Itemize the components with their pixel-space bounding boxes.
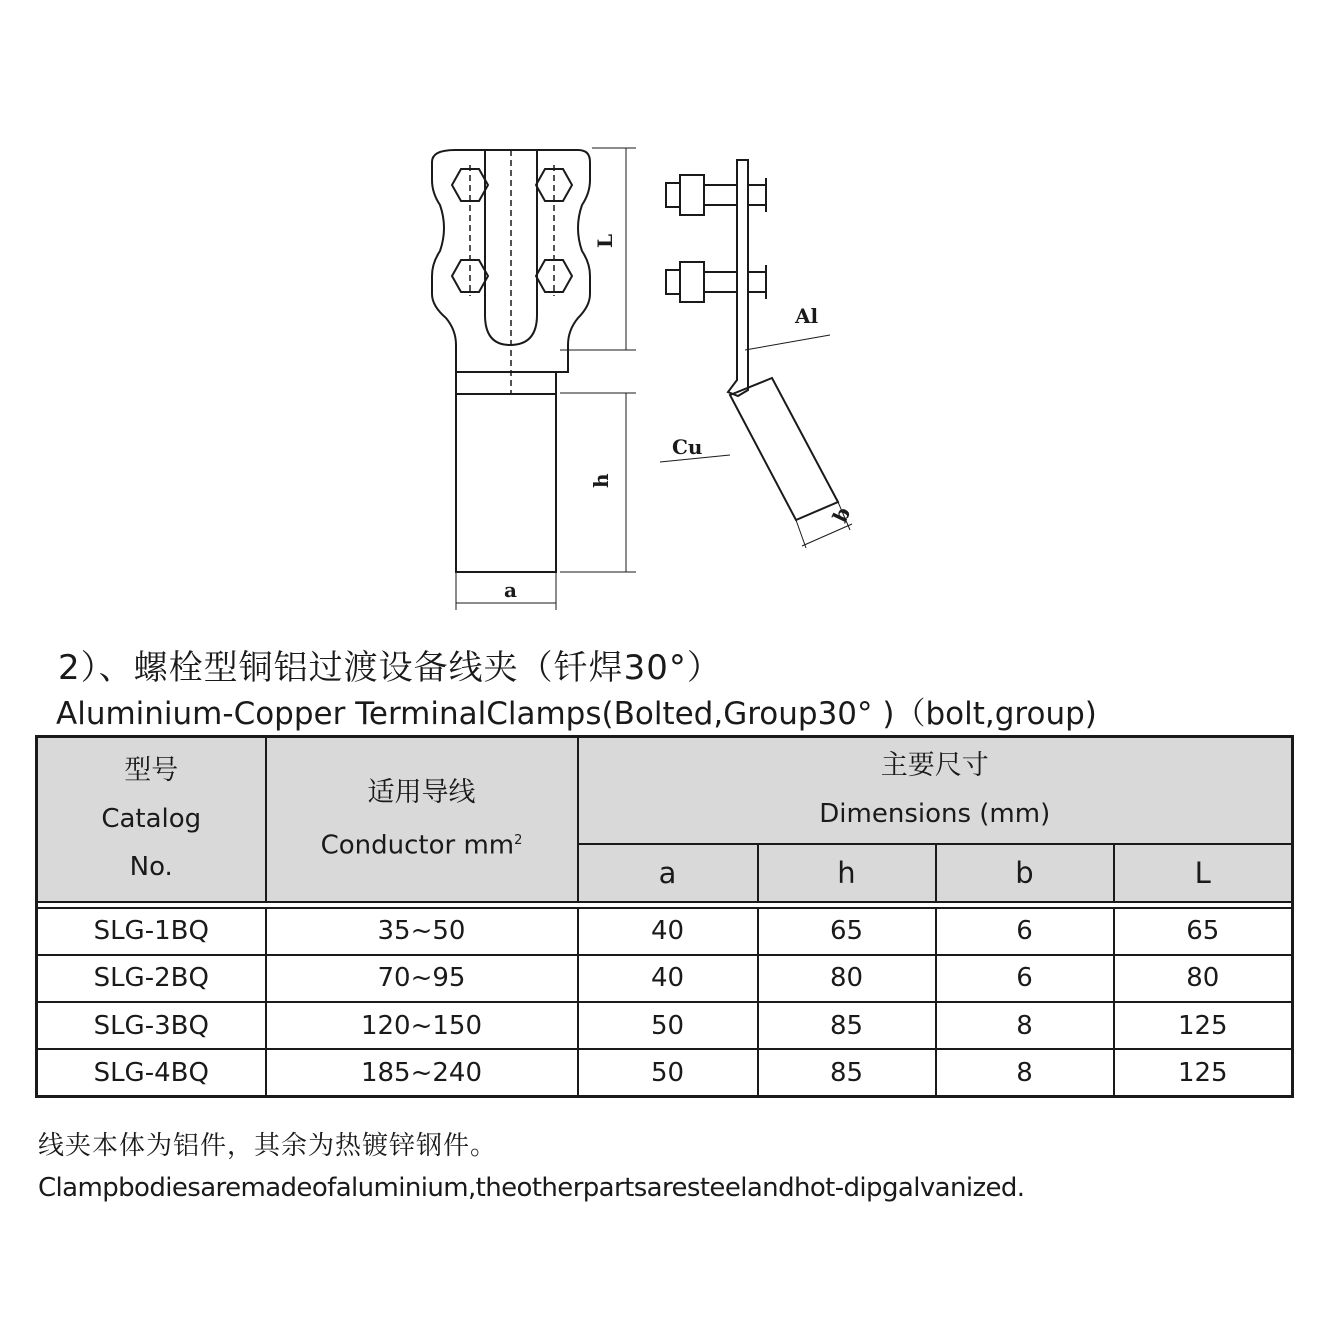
label-a: a bbox=[504, 578, 517, 602]
title-chinese: 2）、螺栓型铜铝过渡设备线夹（钎焊30°） bbox=[58, 648, 722, 688]
label-L: L bbox=[593, 233, 617, 248]
cell-conductor: 70~95 bbox=[266, 955, 578, 1002]
cell-conductor: 35~50 bbox=[266, 908, 578, 955]
cell-catalog: SLG-2BQ bbox=[37, 955, 266, 1002]
cell-h: 65 bbox=[758, 908, 936, 955]
note-english: Clampbodiesaremadeofaluminium,theotherpartsaresteelandhot-dipgalvanized. bbox=[38, 1173, 1025, 1203]
cell-L: 80 bbox=[1114, 955, 1293, 1002]
header-conductor bbox=[266, 737, 578, 902]
header-catalog bbox=[37, 737, 266, 902]
copper-sleeve bbox=[456, 394, 556, 572]
cell-conductor: 185~240 bbox=[266, 1049, 578, 1096]
header-b: b bbox=[936, 844, 1114, 902]
cell-h: 80 bbox=[758, 955, 936, 1002]
cell-L: 65 bbox=[1114, 908, 1293, 955]
cell-h: 85 bbox=[758, 1049, 936, 1096]
weld-band bbox=[456, 372, 556, 394]
label-h: h bbox=[589, 473, 613, 488]
label-b: b bbox=[827, 503, 856, 527]
spec-table bbox=[35, 735, 1294, 1098]
header-dimensions-cn: 主要尺寸 bbox=[880, 750, 989, 782]
cell-L: 125 bbox=[1114, 1002, 1293, 1049]
header-conductor-unit: Conductor mm bbox=[320, 830, 515, 861]
table-row bbox=[37, 1002, 1293, 1049]
header-catalog-no: No. bbox=[129, 852, 173, 883]
header-conductor-en bbox=[267, 817, 577, 870]
cell-b: 8 bbox=[936, 1049, 1114, 1096]
cell-a: 50 bbox=[578, 1002, 758, 1049]
cell-h: 85 bbox=[758, 1002, 936, 1049]
header-h: h bbox=[758, 844, 936, 902]
side-copper-sleeve bbox=[730, 378, 838, 520]
table-row bbox=[37, 908, 1293, 955]
header-conductor-cn: 适用导线 bbox=[367, 776, 476, 808]
note-chinese: 线夹本体为铝件，其余为热镀锌钢件。 bbox=[38, 1131, 498, 1161]
header-L: L bbox=[1114, 844, 1293, 902]
title-english: Aluminium-Copper TerminalClamps(Bolted,Group30° )（bolt,group) bbox=[56, 696, 1097, 732]
technical-drawing bbox=[0, 0, 1320, 630]
label-al: Al bbox=[795, 304, 819, 328]
header-conductor-sup: 2 bbox=[514, 832, 523, 848]
cell-b: 6 bbox=[936, 908, 1114, 955]
cell-catalog: SLG-3BQ bbox=[37, 1002, 266, 1049]
cell-a: 50 bbox=[578, 1049, 758, 1096]
cell-b: 8 bbox=[936, 1002, 1114, 1049]
label-cu: Cu bbox=[672, 435, 703, 459]
header-catalog-en: Catalog bbox=[101, 804, 202, 835]
header-dimensions bbox=[578, 737, 1293, 844]
header-catalog-cn: 型号 bbox=[124, 755, 179, 787]
cell-catalog: SLG-4BQ bbox=[37, 1049, 266, 1096]
side-bolt-lower bbox=[666, 262, 766, 302]
cell-catalog: SLG-1BQ bbox=[37, 908, 266, 955]
cell-a: 40 bbox=[578, 955, 758, 1002]
cell-L: 125 bbox=[1114, 1049, 1293, 1096]
cell-b: 6 bbox=[936, 955, 1114, 1002]
table-row bbox=[37, 955, 1293, 1002]
cell-conductor: 120~150 bbox=[266, 1002, 578, 1049]
cell-a: 40 bbox=[578, 908, 758, 955]
side-bolt-upper bbox=[666, 175, 766, 215]
table-row bbox=[37, 1049, 1293, 1096]
header-dimensions-en: Dimensions (mm) bbox=[819, 799, 1051, 830]
header-a: a bbox=[578, 844, 758, 902]
